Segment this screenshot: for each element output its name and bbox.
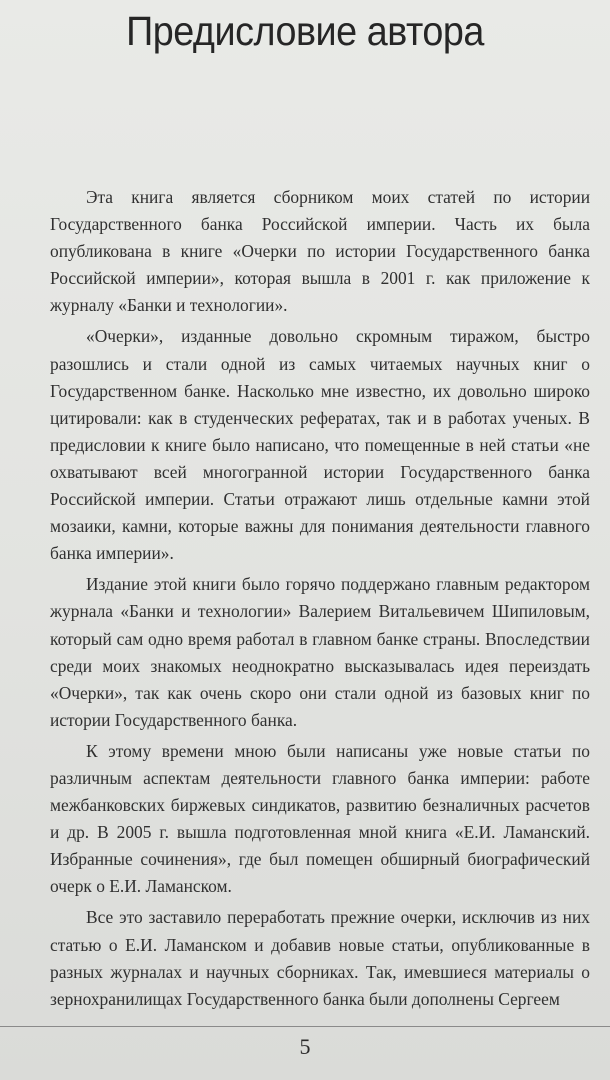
- paragraph: К этому времени мною были написаны уже новые статьи по различным аспектам деятельности главного банка империи: работе межбанковских биржевых синдикатов, развитию безналичных расчетов и др. В 2005 г. вышла подготовленная мной книга «Е.И. Ламанский. Избранные сочинения», где был помещен обширный биографический очерк о Е.И. Ламанском.: [50, 740, 590, 897]
- page-number: 5: [299, 1034, 311, 1059]
- body-text: [50, 184, 590, 1013]
- paragraph: Эта книга является сборником моих статей по истории Государственного банка Российской империи. Часть их была опубликована в книге «Очерки по истории Государственного банка Российской империи», которая вышла в 2001 г. как приложение к журналу «Банки и технологии».: [50, 187, 590, 316]
- page-title: Предисловие автора: [126, 8, 484, 54]
- paragraph: «Очерки», изданные довольно скромным тиражом, быстро разошлись и стали одной из самых читаемых научных книг о Государственном банке. Насколько мне известно, их довольно широко цитировали: как в студенческих рефератах, так и в работах ученых. В предисловии к книге было написано, что помещенные в ней статьи «не охватывают всей многогранной истории Государственного банка Российской империи. Статьи отражают лишь отдельные камни этой мозаики, камни, которые важны для понимания деятельности главного банка империи».: [50, 326, 590, 564]
- paragraph: Издание этой книги было горячо поддержано главным редактором журнала «Банки и технологии» Валерием Витальевичем Шипиловым, который сам одно время работал в главном банке страны. Впоследствии среди моих знакомых неоднократно высказывалась идея переиздать «Очерки», так как очень скоро они стали одной из базовых книг по истории Государственного банка.: [50, 574, 590, 730]
- paragraph: Все это заставило переработать прежние очерки, исключив из них статью о Е.И. Ламанском и добавив новые статьи, опубликованные в разных журналах и научных сборниках. Так, имевшиеся материалы о зернохранилищах Государственного банка были дополнены Сергеем: [50, 907, 590, 1009]
- footer-divider: [0, 1026, 610, 1027]
